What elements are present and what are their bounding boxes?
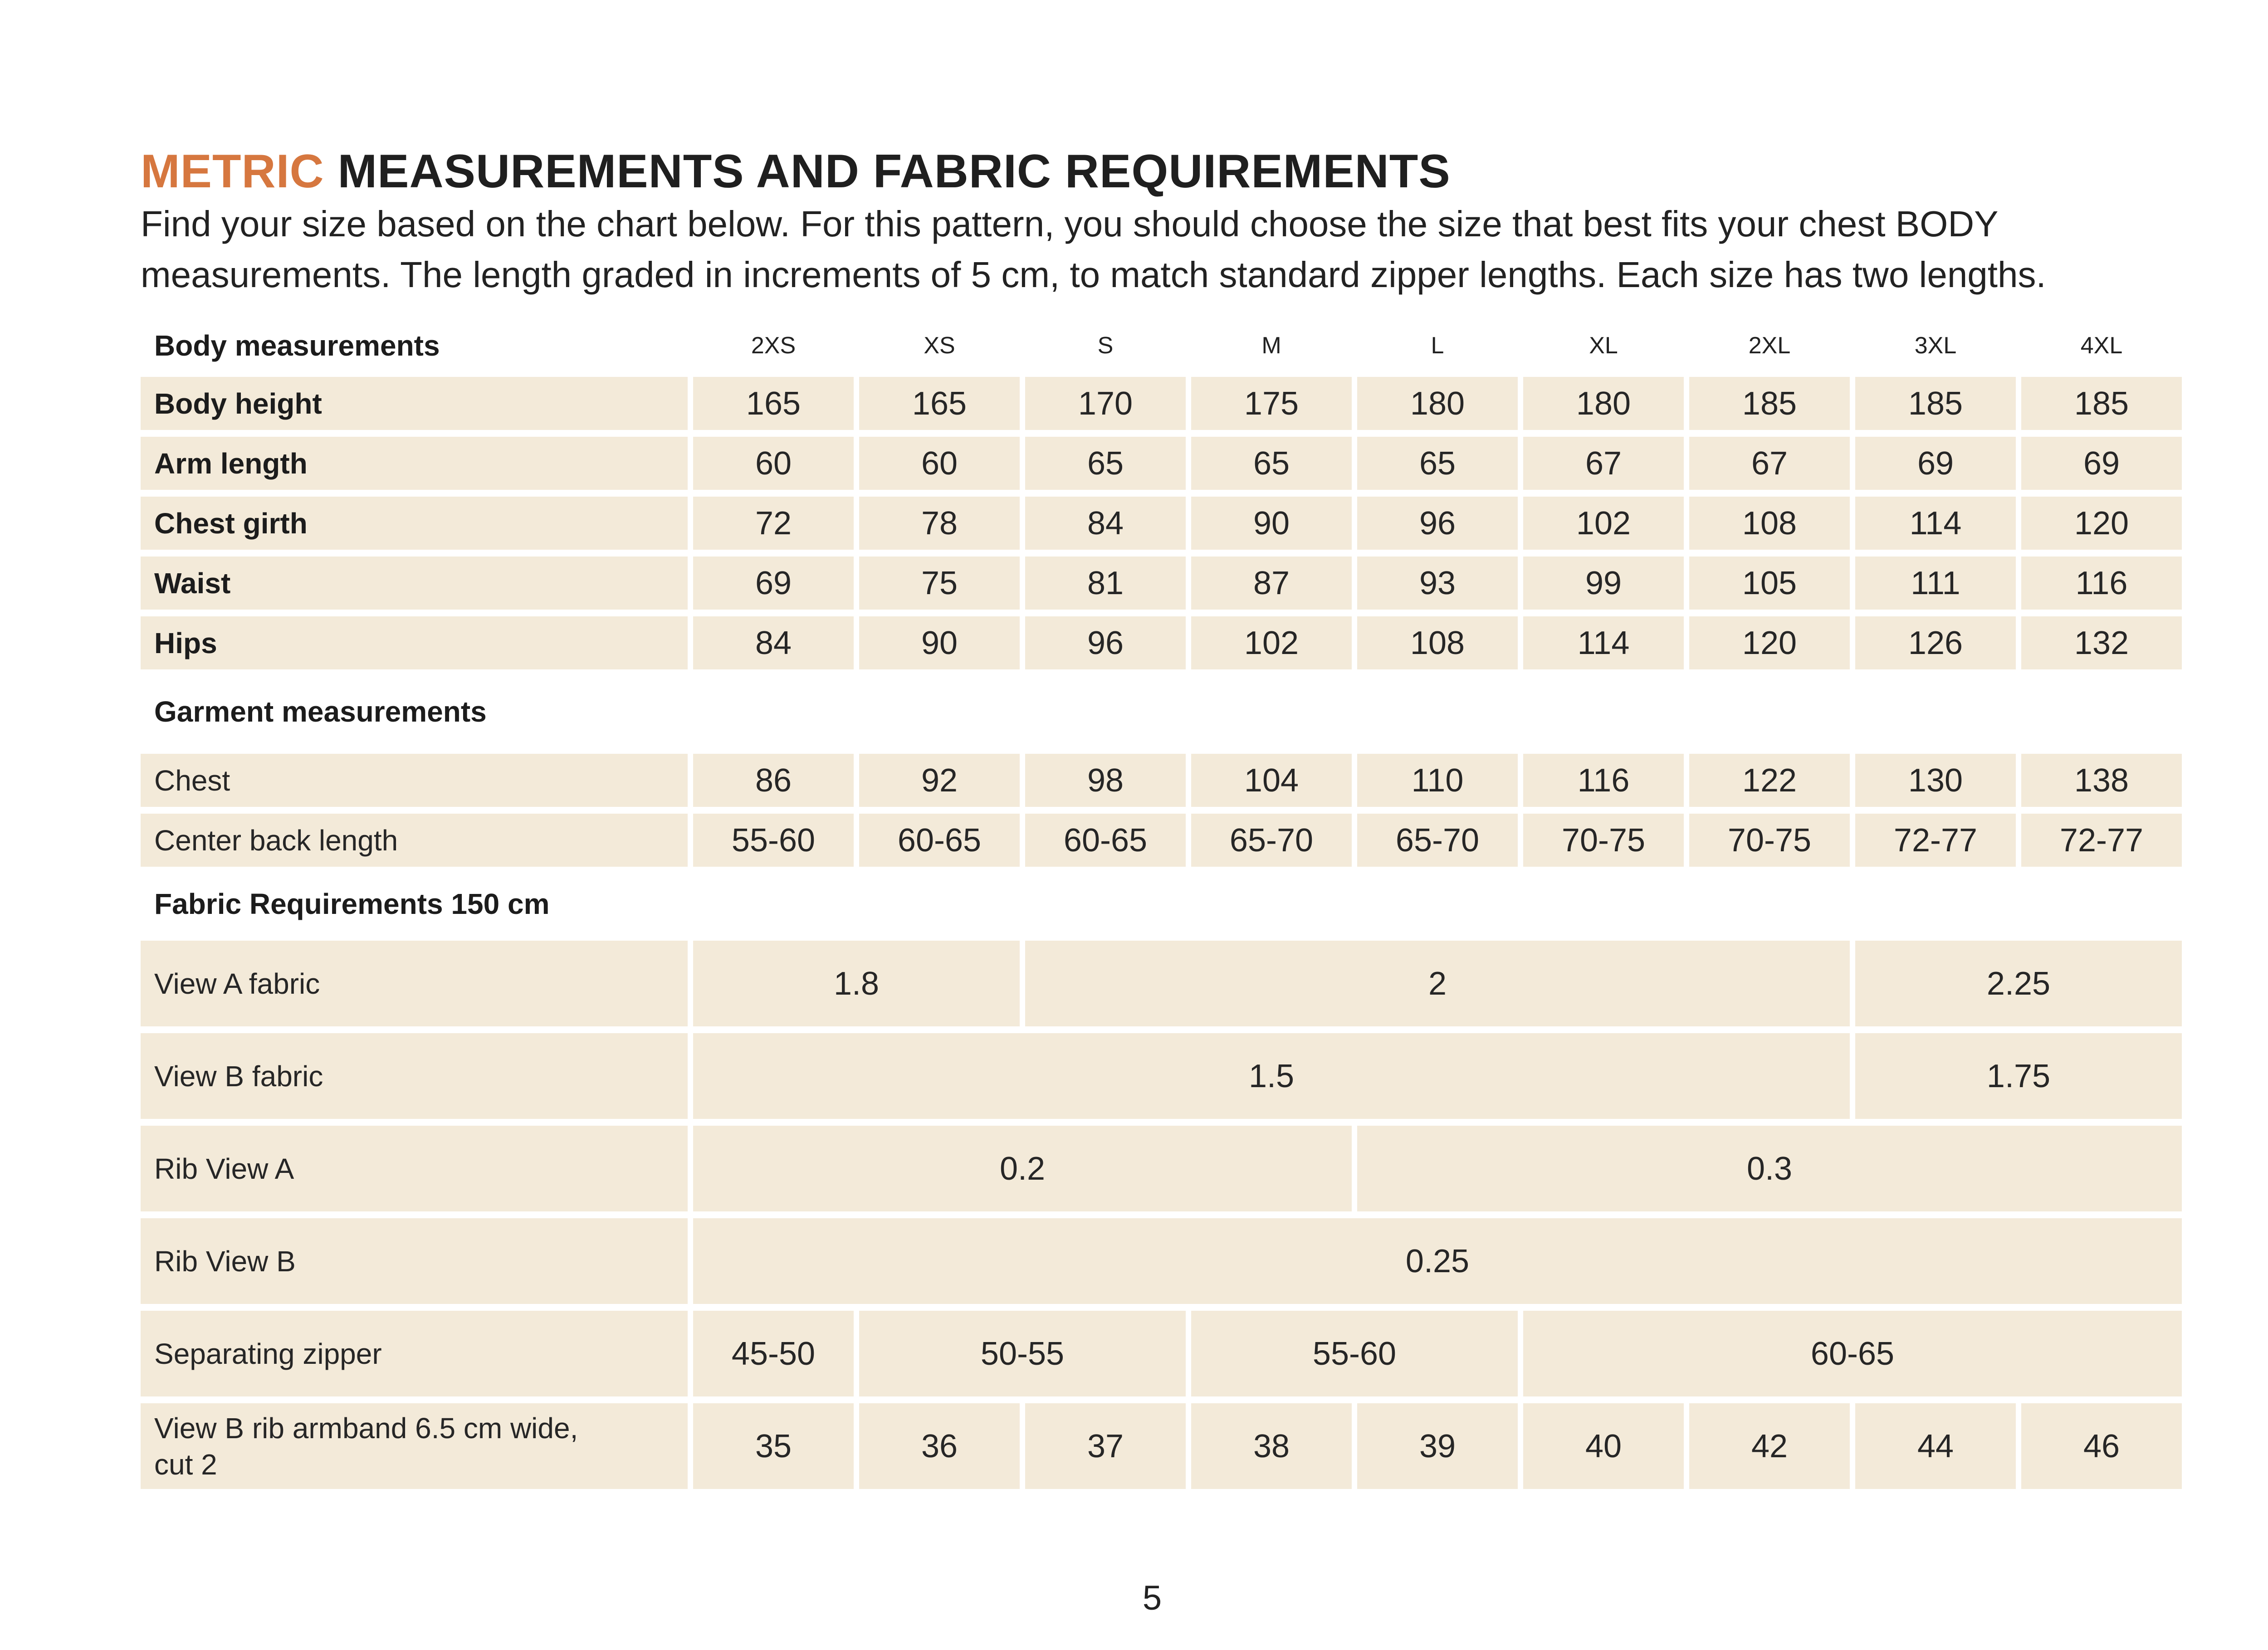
measurement-cell: 65 bbox=[1357, 437, 1518, 490]
measurement-cell: 84 bbox=[1025, 497, 1186, 550]
requirement-cell: 2.25 bbox=[1855, 941, 2182, 1026]
title-accent: METRIC bbox=[141, 145, 324, 198]
measurement-cell: 165 bbox=[859, 377, 1020, 430]
measurement-cell: 96 bbox=[1025, 616, 1186, 669]
requirement-cell: 37 bbox=[1025, 1403, 1186, 1489]
requirement-cell: 40 bbox=[1523, 1403, 1684, 1489]
measurement-cell: 180 bbox=[1357, 377, 1518, 430]
measurement-cell: 60-65 bbox=[1025, 814, 1186, 867]
row-label: Chest girth bbox=[141, 497, 688, 550]
size-header: S bbox=[1097, 332, 1114, 359]
measurement-cell: 104 bbox=[1191, 754, 1352, 807]
measurement-cell: 108 bbox=[1689, 497, 1850, 550]
body-measurements-heading: Body measurements bbox=[154, 329, 440, 362]
requirement-cell: 0.25 bbox=[693, 1218, 2182, 1304]
measurement-cell: 98 bbox=[1025, 754, 1186, 807]
size-header: XL bbox=[1589, 332, 1618, 359]
requirement-cell: 55-60 bbox=[1191, 1311, 1518, 1396]
measurement-cell: 138 bbox=[2021, 754, 2182, 807]
measurement-cell: 93 bbox=[1357, 557, 1518, 610]
row-label: Hips bbox=[141, 616, 688, 669]
measurement-cell: 99 bbox=[1523, 557, 1684, 610]
size-header: 2XL bbox=[1748, 332, 1791, 359]
row-label: Chest bbox=[141, 754, 688, 807]
requirement-cell: 45-50 bbox=[693, 1311, 854, 1396]
row-label: Center back length bbox=[141, 814, 688, 867]
measurement-cell: 116 bbox=[1523, 754, 1684, 807]
page-title bbox=[141, 144, 1451, 199]
measurement-cell: 120 bbox=[2021, 497, 2182, 550]
requirement-cell: 2 bbox=[1025, 941, 1850, 1026]
size-header: 2XS bbox=[751, 332, 796, 359]
requirement-cell: 0.3 bbox=[1357, 1126, 2182, 1211]
measurement-cell: 111 bbox=[1855, 557, 2016, 610]
requirement-cell: 60-65 bbox=[1523, 1311, 2182, 1396]
requirement-cell: 1.75 bbox=[1855, 1033, 2182, 1119]
size-header: L bbox=[1431, 332, 1444, 359]
measurement-cell: 69 bbox=[2021, 437, 2182, 490]
measurement-cell: 130 bbox=[1855, 754, 2016, 807]
measurement-cell: 92 bbox=[859, 754, 1020, 807]
requirement-cell: 50-55 bbox=[859, 1311, 1186, 1396]
size-chart bbox=[141, 321, 2182, 1489]
measurement-cell: 87 bbox=[1191, 557, 1352, 610]
size-header: XS bbox=[924, 332, 955, 359]
measurement-cell: 81 bbox=[1025, 557, 1186, 610]
intro-line-1: Find your size based on the chart below. For this pattern, you should choose the size that best fits your chest BODY bbox=[141, 204, 1999, 244]
page-number: 5 bbox=[1142, 1579, 1162, 1617]
size-header: M bbox=[1261, 332, 1281, 359]
measurement-cell: 114 bbox=[1523, 616, 1684, 669]
measurement-cell: 90 bbox=[859, 616, 1020, 669]
measurement-cell: 65 bbox=[1191, 437, 1352, 490]
measurement-cell: 69 bbox=[1855, 437, 2016, 490]
measurement-cell: 102 bbox=[1191, 616, 1352, 669]
measurement-cell: 60 bbox=[693, 437, 854, 490]
measurement-cell: 60-65 bbox=[859, 814, 1020, 867]
row-label: Rib View A bbox=[141, 1126, 688, 1211]
requirement-cell: 1.5 bbox=[693, 1033, 1850, 1119]
measurement-cell: 110 bbox=[1357, 754, 1518, 807]
measurement-cell: 102 bbox=[1523, 497, 1684, 550]
measurement-cell: 70-75 bbox=[1689, 814, 1850, 867]
fabric-requirements-heading: Fabric Requirements 150 cm bbox=[154, 887, 550, 920]
requirement-cell: 35 bbox=[693, 1403, 854, 1489]
measurement-cell: 72-77 bbox=[2021, 814, 2182, 867]
measurement-cell: 60 bbox=[859, 437, 1020, 490]
measurement-cell: 72-77 bbox=[1855, 814, 2016, 867]
row-label: Body height bbox=[141, 377, 688, 430]
measurement-cell: 126 bbox=[1855, 616, 2016, 669]
requirement-cell: 44 bbox=[1855, 1403, 2016, 1489]
requirement-cell: 1.8 bbox=[693, 941, 1020, 1026]
measurement-cell: 114 bbox=[1855, 497, 2016, 550]
requirement-cell: 0.2 bbox=[693, 1126, 1352, 1211]
measurement-cell: 108 bbox=[1357, 616, 1518, 669]
measurement-cell: 180 bbox=[1523, 377, 1684, 430]
row-label: Separating zipper bbox=[141, 1311, 688, 1396]
measurement-cell: 78 bbox=[859, 497, 1020, 550]
measurement-cell: 75 bbox=[859, 557, 1020, 610]
row-label: View B rib armband 6.5 cm wide, cut 2 bbox=[141, 1403, 688, 1489]
row-label: Rib View B bbox=[141, 1218, 688, 1304]
measurement-cell: 96 bbox=[1357, 497, 1518, 550]
requirement-cell: 42 bbox=[1689, 1403, 1850, 1489]
measurement-cell: 65 bbox=[1025, 437, 1186, 490]
row-label: Arm length bbox=[141, 437, 688, 490]
measurement-cell: 105 bbox=[1689, 557, 1850, 610]
garment-measurements-heading: Garment measurements bbox=[154, 695, 487, 728]
measurement-cell: 116 bbox=[2021, 557, 2182, 610]
requirement-cell: 39 bbox=[1357, 1403, 1518, 1489]
requirement-cell: 38 bbox=[1191, 1403, 1352, 1489]
requirement-cell: 46 bbox=[2021, 1403, 2182, 1489]
measurement-cell: 72 bbox=[693, 497, 854, 550]
row-label: Waist bbox=[141, 557, 688, 610]
measurement-cell: 86 bbox=[693, 754, 854, 807]
measurement-cell: 165 bbox=[693, 377, 854, 430]
row-label: View A fabric bbox=[141, 941, 688, 1026]
measurement-cell: 55-60 bbox=[693, 814, 854, 867]
measurement-cell: 185 bbox=[1689, 377, 1850, 430]
measurement-cell: 132 bbox=[2021, 616, 2182, 669]
size-header: 4XL bbox=[2080, 332, 2123, 359]
measurement-cell: 67 bbox=[1689, 437, 1850, 490]
size-header: 3XL bbox=[1914, 332, 1957, 359]
requirement-cell: 36 bbox=[859, 1403, 1020, 1489]
intro-text bbox=[141, 199, 2209, 300]
measurement-cell: 70-75 bbox=[1523, 814, 1684, 867]
measurement-cell: 185 bbox=[2021, 377, 2182, 430]
measurement-cell: 84 bbox=[693, 616, 854, 669]
measurement-cell: 175 bbox=[1191, 377, 1352, 430]
row-label: View B fabric bbox=[141, 1033, 688, 1119]
measurement-cell: 90 bbox=[1191, 497, 1352, 550]
measurement-cell: 170 bbox=[1025, 377, 1186, 430]
intro-line-2: measurements. The length graded in increments of 5 cm, to match standard zipper lengths. Each size has two lengths. bbox=[141, 254, 2046, 295]
title-rest: MEASUREMENTS AND FABRIC REQUIREMENTS bbox=[337, 145, 1451, 198]
measurement-cell: 67 bbox=[1523, 437, 1684, 490]
measurement-cell: 65-70 bbox=[1191, 814, 1352, 867]
measurement-cell: 65-70 bbox=[1357, 814, 1518, 867]
measurement-cell: 69 bbox=[693, 557, 854, 610]
measurement-cell: 122 bbox=[1689, 754, 1850, 807]
measurement-cell: 120 bbox=[1689, 616, 1850, 669]
measurement-cell: 185 bbox=[1855, 377, 2016, 430]
